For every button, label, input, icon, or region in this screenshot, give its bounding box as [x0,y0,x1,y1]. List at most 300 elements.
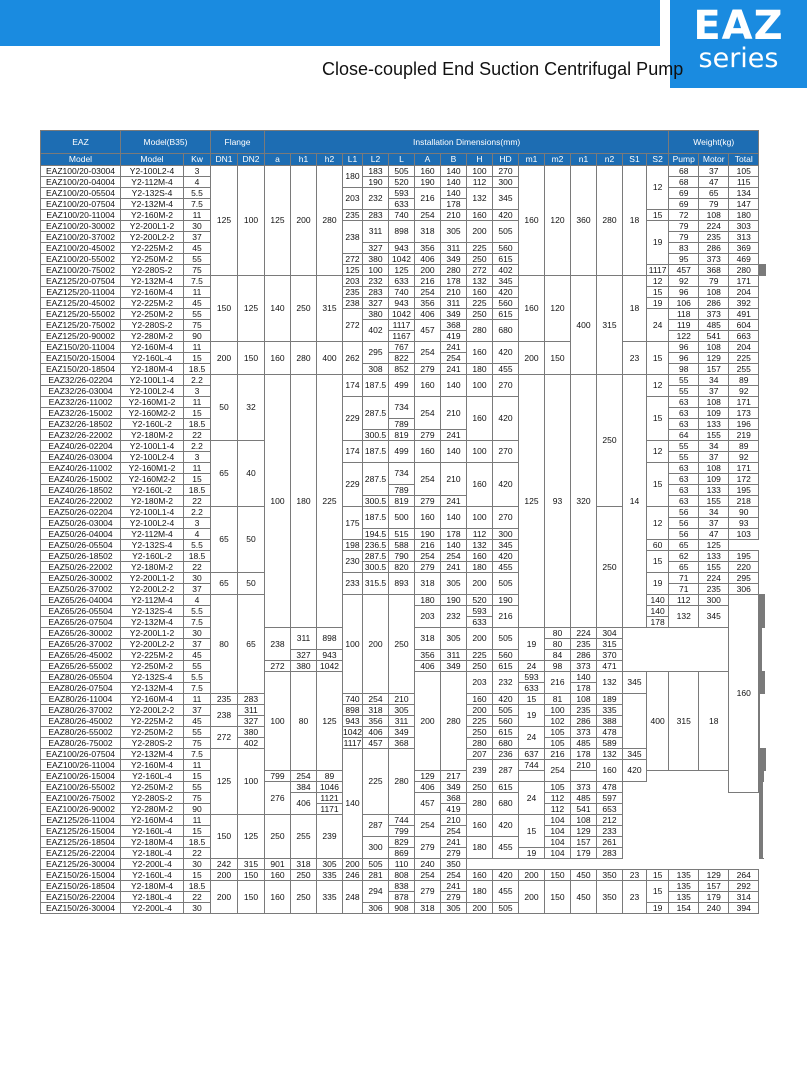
table-cell: 350 [441,859,467,870]
table-cell: 286 [571,716,597,727]
table-cell: 1042 [317,661,343,672]
table-cell: 276 [265,782,291,815]
table-cell: 264 [729,870,759,881]
table-cell: 200 [211,881,238,914]
table-cell: 286 [571,650,597,661]
table-cell: EAZ150/20-18504 [41,364,121,375]
table-cell: 292 [729,881,759,892]
table-cell: Y2-280S-2 [121,738,184,749]
table-cell: 225 [467,243,493,254]
table-cell: 280 [467,320,493,342]
table-cell: 119 [669,320,699,331]
table-cell: 560 [493,298,519,309]
table-cell: EAZ100/20-03004 [41,166,121,177]
table-cell: 19 [519,848,545,859]
table-cell: 15 [184,353,211,364]
table-cell: 140 [441,441,467,463]
table-cell: 943 [317,650,343,661]
table-cell: 122 [669,331,699,342]
table-cell: Y2-160L-4 [121,870,184,881]
table-cell: 239 [467,760,493,782]
table-cell: 1042 [389,309,415,320]
table-cell: 200 [343,859,363,870]
table-cell: 240 [415,859,441,870]
table-cell: 229 [343,397,363,441]
table-cell: 615 [493,661,519,672]
table-cell: 203 [343,276,363,287]
table-cell: 420 [493,210,519,221]
table-cell: 232 [493,672,519,694]
table-cell: 100 [265,672,291,771]
table-cell: 287.5 [363,551,389,562]
table-cell: 157 [571,837,597,848]
table-cell: 56 [669,529,699,540]
table-cell: 15 [184,474,211,485]
table-cell: 898 [317,628,343,650]
table-cell: 224 [571,628,597,639]
table-cell: 898 [343,705,363,716]
table-cell: 216 [493,606,519,628]
table-cell: 140 [647,606,669,617]
table-cell: 350 [597,881,623,914]
table-cell: 280 [597,166,623,276]
table-cell: 180 [729,210,759,221]
table-cell: 115 [729,177,759,188]
table-cell: 133 [699,551,729,562]
table-cell: 79 [669,221,699,232]
table-cell: 420 [493,815,519,837]
table-row [41,463,766,474]
table-cell: 187.5 [363,375,389,397]
table-cell: 7.5 [184,276,211,287]
table-cell: 419 [441,331,467,342]
table-cell: 200 [467,628,493,650]
table-cell: 37 [184,639,211,650]
table-cell: 45 [184,716,211,727]
table-cell: 172 [729,474,759,485]
table-cell: 236.5 [363,540,389,551]
table-cell: 160 [467,397,493,441]
table-cell: 392 [729,298,759,309]
table-cell: 380 [363,254,389,265]
table-cell: 541 [571,804,597,815]
table-cell: 740 [389,287,415,298]
table-row [41,265,766,276]
table-cell: 68 [669,166,699,177]
column-header: DN2 [238,154,265,166]
table-row [41,507,766,518]
table-cell: 160 [597,760,623,782]
table-cell: 30 [184,628,211,639]
table-cell: Y2-180M-4 [121,881,184,892]
table-row [41,441,766,452]
table-cell: 943 [389,243,415,254]
table-cell: 105 [545,738,571,749]
table-cell: 180 [343,166,363,188]
table-cell: Y2-160M2-2 [121,408,184,419]
table-cell: 160 [467,287,493,298]
table-cell: 140 [441,188,467,199]
table-cell: 225 [317,375,343,628]
table-cell: 65 [211,573,238,595]
table-cell: 250 [597,375,623,507]
table-cell: EAZ80/26-11004 [41,694,121,705]
table-cell: 24 [519,661,545,672]
table-cell: 250 [389,595,415,694]
table-cell: 455 [493,562,519,573]
table-cell: 178 [441,276,467,287]
table-cell: 457 [415,793,441,815]
table-cell: 315 [597,639,623,650]
table-cell: 248 [343,881,363,914]
table-cell: Y2-132S-4 [121,540,184,551]
table-cell: 11 [184,287,211,298]
table-cell: 283 [363,210,389,221]
table-cell: 15 [647,397,669,441]
table-cell: Y2-132M-4 [121,276,184,287]
table-cell: 104 [545,837,571,848]
table-cell: 455 [493,364,519,375]
table-cell: 171 [729,463,759,474]
table-cell: 100 [265,375,291,628]
table-cell: 368 [441,320,467,331]
table-cell: 125 [389,265,415,276]
table-cell: 615 [493,254,519,265]
table-cell: 22 [184,892,211,903]
table-cell: Y2-100L1-4 [121,507,184,518]
table-cell: 250 [467,254,493,265]
table-cell: 216 [415,276,441,287]
table-cell: 238 [343,221,363,254]
table-cell: 680 [493,793,519,815]
table-cell: 23 [623,342,647,375]
table-cell: EAZ80/26-05504 [41,672,121,683]
table-cell: 485 [571,738,597,749]
table-row [41,848,766,859]
table-cell: 272 [343,309,363,342]
table-cell: EAZ32/26-03004 [41,386,121,397]
table-cell: 160 [467,551,493,562]
table-cell: 189 [597,694,623,705]
table-cell: 56 [669,507,699,518]
table-cell: 300 [493,177,519,188]
table-cell: Y2-160M-2 [121,210,184,221]
table-cell: 100 [467,507,493,529]
table-cell: 450 [571,870,597,881]
header-model-b35: Model(B35) [121,131,211,154]
table-cell: 304 [597,628,623,639]
table-cell: 160 [467,870,493,881]
table-cell: 198 [343,540,363,551]
table-cell: 55 [669,375,699,386]
table-cell: 852 [389,364,415,375]
table-cell: 406 [415,254,441,265]
column-header: DN1 [211,154,238,166]
table-cell: 160 [415,166,441,177]
table-cell: 132 [467,540,493,551]
table-cell: 224 [699,573,729,584]
table-cell: 102 [545,716,571,727]
table-cell: EAZ100/26-55002 [41,782,121,793]
table-cell: 315 [669,672,699,771]
table-cell: 236 [493,749,519,760]
table-cell: 204 [729,287,759,298]
table-cell: 178 [647,617,669,628]
table-cell: 89 [317,771,343,782]
table-cell: Y2-200L2-2 [121,639,184,650]
table-cell: 229 [343,463,363,507]
table-cell: 238 [211,705,238,727]
table-cell: 65 [211,441,238,507]
table-cell: 65 [211,507,238,573]
table-cell: 160 [467,694,493,705]
table-cell: 233 [343,573,363,595]
table-cell: 65 [238,595,265,694]
table-cell: 235 [699,232,729,243]
table-cell: EAZ40/26-15002 [41,474,121,485]
table-cell: 286 [699,243,729,254]
table-cell: 12 [647,507,669,540]
table-cell: Y2-200L1-2 [121,573,184,584]
table-cell: EAZ150/20-11004 [41,342,121,353]
table-cell: 40 [238,441,265,507]
table-cell: 560 [493,650,519,661]
table-cell: 633 [467,617,493,628]
column-header: m1 [519,154,545,166]
table-cell: 250 [467,727,493,738]
table-cell: EAZ65/26-45002 [41,650,121,661]
table-cell: 305 [441,573,467,595]
table-cell: 255 [291,815,317,859]
table-cell: EAZ50/26-37002 [41,584,121,595]
table-cell: Y2-200L2-2 [121,705,184,716]
table-cell: 680 [493,320,519,342]
table-cell: 81 [545,694,571,705]
table-cell: 200 [467,221,493,243]
table-row [41,903,766,914]
table-cell: 15 [647,287,669,298]
table-cell: 908 [389,903,415,914]
table-cell: 19 [647,221,669,265]
table-cell: 295 [729,573,759,584]
table-cell: Y2-180M-4 [121,837,184,848]
table-cell: 235 [343,287,363,298]
table-cell: 406 [415,782,441,793]
table-cell: 505 [389,166,415,177]
table-cell: 120 [545,276,571,342]
table-cell: 311 [238,705,265,716]
table-cell: EAZ50/26-05504 [41,540,121,551]
table-cell: 79 [699,199,729,210]
table-cell: 250 [265,815,291,859]
table-cell: 183 [363,166,389,177]
dimensions-table-wrapper [40,130,766,914]
table-cell: 178 [571,683,597,694]
table-cell: 279 [441,848,467,859]
table-cell: 5.5 [184,606,211,617]
table-cell: 320 [571,375,597,628]
table-cell: 515 [389,529,415,540]
table-cell: 901 [265,859,291,870]
table-cell: 135 [669,870,699,881]
table-cell: 2.2 [184,507,211,518]
table-cell: 112 [545,793,571,804]
table-cell: 89 [729,375,759,386]
table-cell: 349 [441,661,467,672]
table-cell: 4 [184,595,211,606]
table-cell: 118 [669,309,699,320]
table-cell: 370 [597,650,623,661]
table-cell: Y2-180M-2 [121,562,184,573]
table-cell: 62 [669,551,699,562]
table-cell: 315 [238,859,265,870]
table-cell: 55 [184,309,211,320]
table-cell: 18 [623,166,647,276]
table-cell: EAZ80/26-37002 [41,705,121,716]
table-cell: 294 [363,881,389,903]
table-cell: 1117 [343,737,362,748]
table-cell: 71 [669,573,699,584]
table-cell: 822 [389,353,415,364]
table-cell: 179 [571,848,597,859]
table-cell: 171 [729,276,759,287]
table-cell: EAZ40/26-18502 [41,485,121,496]
table-cell [763,683,764,694]
table-cell: 11 [184,815,211,826]
table-cell: Y2-180L-4 [121,848,184,859]
table-row [41,287,766,298]
table-cell: 110 [389,859,415,870]
table-cell: 7.5 [184,617,211,628]
table-row [41,837,766,848]
table-cell: 175 [343,507,363,540]
table-cell: 744 [389,815,415,826]
table-cell: 109 [699,474,729,485]
table-cell: 327 [291,650,317,661]
header-installation: Installation Dimensions(mm) [265,131,669,154]
table-cell: 455 [493,881,519,903]
table-cell: 280 [291,342,317,375]
table-row [41,221,766,232]
table-cell: 80 [291,672,317,771]
table-cell: 180 [467,562,493,573]
table-cell: 254 [415,551,441,562]
table-cell: Y2-280M-2 [121,331,184,342]
table-cell: 140 [571,672,597,683]
table-cell: 65 [669,540,699,551]
table-cell: 1042 [343,726,362,737]
table-cell: 235 [571,639,597,650]
table-cell: 100 [545,705,571,716]
table-cell: 92 [729,386,759,397]
table-cell: 71 [669,584,699,595]
table-cell: 505 [493,628,519,650]
table-cell: Y2-250M-2 [121,727,184,738]
table-cell: 200 [363,595,389,694]
table-cell: EAZ150/26-30004 [41,903,121,914]
table-cell: 112 [467,529,493,540]
table-cell: 200 [415,672,441,771]
table-cell: 15 [647,551,669,573]
table-cell: 593 [389,188,415,199]
table-cell: 125 [211,749,238,815]
table-cell: 232 [363,276,389,287]
table-cell: 80 [545,639,571,650]
table-cell: 108 [699,210,729,221]
table-cell: 47 [699,177,729,188]
table-cell: 30 [184,903,211,914]
table-cell: Y2-132M-4 [121,683,184,694]
column-header: Model [121,154,184,166]
table-cell: 478 [597,782,623,793]
table-cell: 368 [699,265,729,276]
table-cell: 125 [343,265,363,276]
table-cell: EAZ125/20-45002 [41,298,121,309]
table-row [41,276,766,287]
table-cell: 394 [729,903,759,914]
table-cell: 740 [343,694,363,705]
table-cell: 11 [184,760,211,771]
table-cell: EAZ150/20-15004 [41,353,121,364]
table-cell: 180 [415,595,441,606]
table-cell: 79 [669,232,699,243]
table-cell: EAZ40/26-22002 [41,496,121,507]
table-cell: 520 [467,595,493,606]
table-cell: 200 [467,573,493,595]
table-cell: 305 [317,859,343,870]
table-cell: 356 [363,716,389,727]
table-cell: 34 [699,507,729,518]
table-cell: Y2-200L1-2 [121,628,184,639]
table-cell: 108 [699,342,729,353]
table-cell: EAZ125/26-15004 [41,826,121,837]
table-cell: 196 [729,419,759,430]
table-cell: 4 [184,177,211,188]
column-header: S1 [623,154,647,166]
table-cell: 96 [669,287,699,298]
table-cell: 190 [363,177,389,188]
table-cell: 400 [571,276,597,375]
table-cell: 18.5 [184,364,211,375]
table-cell: 83 [669,243,699,254]
column-header: a [265,154,291,166]
table-row [41,826,766,837]
table-cell [765,760,766,771]
column-header: h1 [291,154,317,166]
table-cell: 216 [415,540,441,551]
table-cell: 311 [441,243,467,254]
table-cell: 254 [441,826,467,837]
table-cell: 69 [669,188,699,199]
table-cell: 241 [441,496,467,507]
table-cell: 300 [363,837,389,859]
table-cell: 250 [291,870,317,881]
table-cell: EAZ100/26-07504 [41,749,121,760]
table-cell: 3 [184,452,211,463]
table-cell: 457 [363,738,389,749]
table-cell: 2.2 [184,375,211,386]
table-cell: 22 [184,430,211,441]
badge-subtitle: series [698,43,779,74]
table-cell: 37 [699,452,729,463]
table-cell: 160 [467,463,493,507]
table-cell: 300.5 [363,430,389,441]
table-cell: 160 [519,276,545,342]
table-cell: 588 [389,540,415,551]
table-cell: 380 [291,661,317,672]
table-cell: 30 [184,573,211,584]
table-cell: EAZ50/26-02204 [41,507,121,518]
